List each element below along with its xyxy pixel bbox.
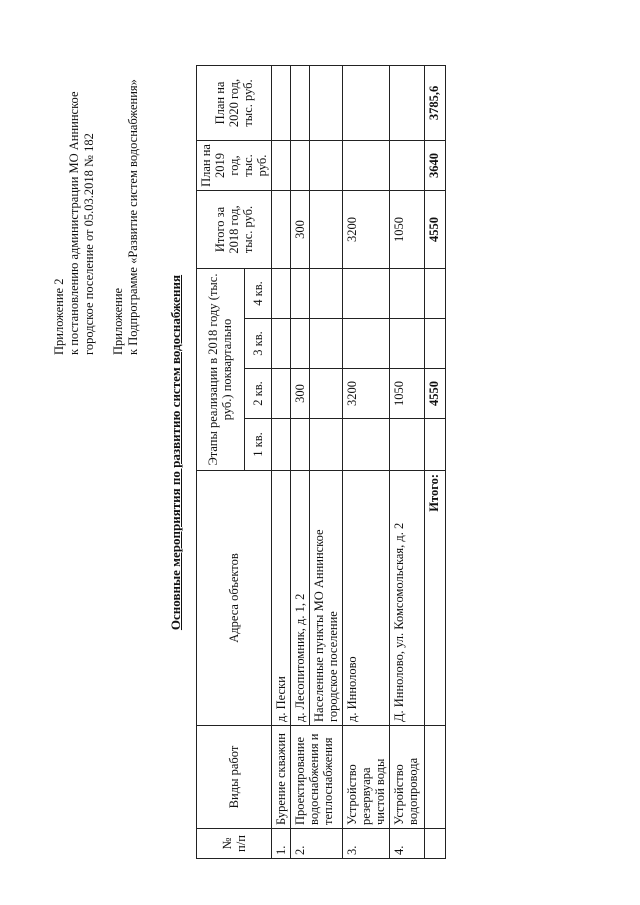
row-work: Проектирование водоснабжения и теплоснабжения bbox=[291, 726, 343, 829]
totals-2019: 3640 bbox=[425, 140, 446, 190]
col-plan2020-header: План на 2020 год, тыс. руб. bbox=[197, 65, 272, 140]
row-work: Устройство водопровода bbox=[390, 726, 425, 829]
row-q1 bbox=[272, 419, 291, 471]
row-address: д. Пески bbox=[272, 471, 291, 726]
table-row bbox=[272, 65, 291, 858]
col-stages-header: Этапы реализации в 2018 году (тыс. руб.) поквартально bbox=[197, 268, 245, 470]
measures-table bbox=[196, 65, 446, 859]
row-plan2019 bbox=[291, 140, 310, 190]
row-q2: 3200 bbox=[343, 369, 390, 419]
row-q3 bbox=[390, 319, 425, 369]
row-q4 bbox=[291, 268, 310, 318]
col-work-header: Виды работ bbox=[197, 726, 272, 829]
row-num: 1. bbox=[272, 829, 291, 859]
row-q2: 300 bbox=[291, 369, 310, 419]
row-total bbox=[272, 190, 291, 268]
row-q4 bbox=[310, 268, 343, 318]
row-plan2020 bbox=[343, 65, 390, 140]
header-line: Приложение bbox=[111, 287, 125, 355]
row-plan2019 bbox=[272, 140, 291, 190]
row-work: Бурение скважин bbox=[272, 726, 291, 829]
row-total: 1050 bbox=[390, 190, 425, 268]
row-q1 bbox=[310, 419, 343, 471]
table-row bbox=[390, 65, 425, 858]
row-plan2019 bbox=[343, 140, 390, 190]
row-address: Населенные пункты МО Аннинское городское поселение bbox=[310, 471, 343, 726]
row-q4 bbox=[390, 268, 425, 318]
header-line: городское поселение от 05.03.2018 № 182 bbox=[82, 133, 96, 355]
row-plan2019 bbox=[310, 140, 343, 190]
table-row bbox=[291, 65, 310, 858]
row-total bbox=[310, 190, 343, 268]
row-q2: 1050 bbox=[390, 369, 425, 419]
col-q2-header: 2 кв. bbox=[244, 369, 271, 419]
row-address: Д. Иннолово, ул. Комсомольская, д. 2 bbox=[390, 471, 425, 726]
totals-2020: 3785,6 bbox=[425, 65, 446, 140]
row-q4 bbox=[343, 268, 390, 318]
row-q3 bbox=[291, 319, 310, 369]
totals-q2: 4550 bbox=[425, 369, 446, 419]
totals-row bbox=[425, 65, 446, 858]
row-q3 bbox=[343, 319, 390, 369]
table-row bbox=[343, 65, 390, 858]
header-line: Приложение 2 bbox=[52, 278, 66, 355]
row-q3 bbox=[272, 319, 291, 369]
row-q3 bbox=[310, 319, 343, 369]
row-address: д. Лесопитомник, д. 1, 2 bbox=[291, 471, 310, 726]
col-num-header: № п/п bbox=[197, 829, 272, 859]
col-address-header: Адреса объектов bbox=[197, 471, 272, 726]
totals-2018: 4550 bbox=[425, 190, 446, 268]
row-num: 4. bbox=[390, 829, 425, 859]
row-q2 bbox=[310, 369, 343, 419]
row-q1 bbox=[390, 419, 425, 471]
row-total: 300 bbox=[291, 190, 310, 268]
header-line: к постановлению администрации МО Аннинское bbox=[67, 91, 81, 355]
row-plan2019 bbox=[390, 140, 425, 190]
col-q3-header: 3 кв. bbox=[244, 319, 271, 369]
col-q4-header: 4 кв. bbox=[244, 268, 271, 318]
header-line: к Подпрограмме «Развитие систем водоснабжения» bbox=[126, 79, 140, 355]
row-num: 2. bbox=[291, 829, 343, 859]
appendix-header bbox=[52, 0, 141, 355]
document-title: Основные мероприятия по развитию систем водоснабжения bbox=[168, 274, 183, 631]
row-plan2020 bbox=[291, 65, 310, 140]
row-q2 bbox=[272, 369, 291, 419]
row-q4 bbox=[272, 268, 291, 318]
col-total-header: Итого за 2018 год, тыс. руб. bbox=[197, 190, 272, 268]
row-total: 3200 bbox=[343, 190, 390, 268]
row-work: Устройство резервуара чистой воды bbox=[343, 726, 390, 829]
row-plan2020 bbox=[310, 65, 343, 140]
col-plan2019-header: План на 2019 год, тыс. руб. bbox=[197, 140, 272, 190]
totals-label: Итого: bbox=[425, 471, 446, 726]
col-q1-header: 1 кв. bbox=[244, 419, 271, 471]
row-q1 bbox=[291, 419, 310, 471]
row-num: 3. bbox=[343, 829, 390, 859]
row-q1 bbox=[343, 419, 390, 471]
row-address: д. Иннолово bbox=[343, 471, 390, 726]
row-plan2020 bbox=[272, 65, 291, 140]
row-plan2020 bbox=[390, 65, 425, 140]
